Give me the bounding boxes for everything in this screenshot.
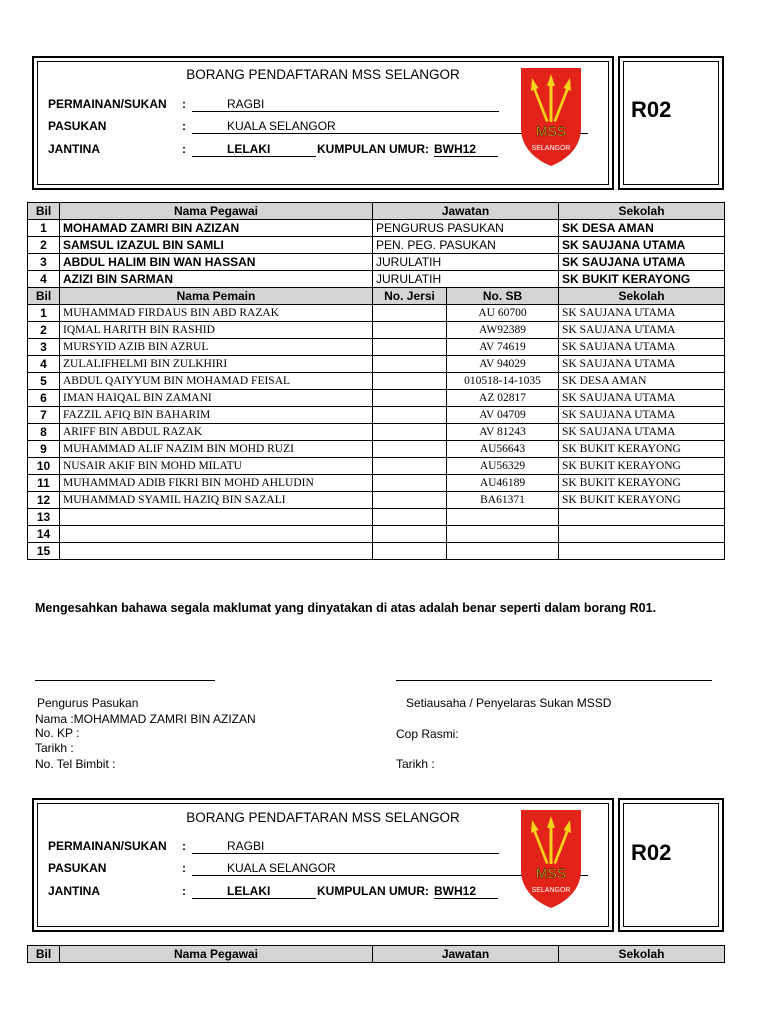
player-sekolah [559, 543, 725, 560]
colon: : [182, 884, 186, 898]
header-jawatan: Jawatan [373, 946, 559, 963]
mss-selangor-logo [518, 808, 584, 910]
player-nama: IMAN HAIQAL BIN ZAMANI [60, 390, 373, 407]
player-no-sb: AV 04709 [447, 407, 559, 424]
mss-selangor-logo [518, 66, 584, 168]
form-code: R02 [631, 97, 672, 122]
player-no-jersi [373, 509, 447, 526]
player-sekolah: SK BUKIT KERAYONG [559, 492, 725, 509]
player-bil: 2 [28, 322, 60, 339]
player-no-sb: AV 74619 [447, 339, 559, 356]
player-nama [60, 543, 373, 560]
player-row [28, 356, 725, 373]
players-body [28, 305, 725, 560]
official-sekolah: SK SAUJANA UTAMA [559, 237, 725, 254]
official-bil: 3 [28, 254, 60, 271]
player-row [28, 322, 725, 339]
logo-mss-text: MSS [535, 123, 567, 139]
player-no-sb: AU56329 [447, 458, 559, 475]
player-bil: 5 [28, 373, 60, 390]
player-no-jersi [373, 322, 447, 339]
player-row [28, 441, 725, 458]
player-nama: ABDUL QAIYYUM BIN MOHAMAD FEISAL [60, 373, 373, 390]
left-signature-kp: No. KP : [35, 726, 80, 740]
colon: : [182, 861, 186, 875]
logo-mss-text: MSS [535, 865, 567, 881]
player-no-jersi [373, 305, 447, 322]
player-nama: MUHAMMAD SYAMIL HAZIQ BIN SAZALI [60, 492, 373, 509]
permainan-value [192, 839, 499, 854]
official-nama: SAMSUL IZAZUL BIN SAMLI [60, 237, 373, 254]
kumpulan-label: KUMPULAN UMUR: [317, 142, 429, 156]
permainan-value-text: RAGBI [227, 839, 265, 853]
player-no-jersi [373, 526, 447, 543]
player-no-sb: BA61371 [447, 492, 559, 509]
player-nama [60, 526, 373, 543]
player-sekolah [559, 526, 725, 543]
form-title: BORANG PENDAFTARAN MSS SELANGOR [186, 810, 460, 825]
official-row [28, 271, 725, 288]
player-sekolah: SK SAUJANA UTAMA [559, 356, 725, 373]
right-signature-title: Setiausaha / Penyelaras Sukan MSSD [406, 696, 612, 710]
player-row [28, 509, 725, 526]
header-nama-pegawai: Nama Pegawai [60, 203, 373, 220]
header-no-jersi: No. Jersi [373, 288, 447, 305]
player-sekolah: SK DESA AMAN [559, 373, 725, 390]
player-no-sb: AU 60700 [447, 305, 559, 322]
player-no-sb [447, 509, 559, 526]
official-bil: 4 [28, 271, 60, 288]
player-row [28, 475, 725, 492]
player-bil: 11 [28, 475, 60, 492]
permainan-value-text: RAGBI [227, 97, 265, 111]
colon: : [182, 839, 186, 853]
player-sekolah: SK SAUJANA UTAMA [559, 424, 725, 441]
left-signature-title: Pengurus Pasukan [37, 696, 139, 710]
player-bil: 15 [28, 543, 60, 560]
form-code-inner-border [623, 61, 719, 185]
player-sekolah: SK BUKIT KERAYONG [559, 458, 725, 475]
player-bil: 14 [28, 526, 60, 543]
form-code-box [618, 56, 724, 190]
logo-arc-text: SELANGOR [531, 145, 571, 152]
player-bil: 6 [28, 390, 60, 407]
player-no-sb: AU46189 [447, 475, 559, 492]
player-no-sb: AW92389 [447, 322, 559, 339]
form-code: R02 [631, 840, 672, 865]
player-no-jersi [373, 543, 447, 560]
jantina-value [192, 142, 316, 157]
player-no-jersi [373, 424, 447, 441]
right-signature-cop: Cop Rasmi: [396, 727, 459, 741]
player-nama: FAZZIL AFIQ BIN BAHARIM [60, 407, 373, 424]
officials-table-continued [27, 945, 725, 963]
colon: : [182, 97, 186, 111]
officials-header-row [28, 203, 725, 220]
player-nama: MUHAMMAD ADIB FIKRI BIN MOHD AHLUDIN [60, 475, 373, 492]
player-bil: 9 [28, 441, 60, 458]
right-signature-tarikh: Tarikh : [396, 757, 435, 771]
official-jawatan: JURULATIH [373, 254, 559, 271]
colon: : [182, 142, 186, 156]
registration-table [27, 202, 725, 560]
player-row [28, 526, 725, 543]
player-no-jersi [373, 492, 447, 509]
official-sekolah: SK BUKIT KERAYONG [559, 271, 725, 288]
officials-header-row [28, 946, 725, 963]
player-sekolah: SK SAUJANA UTAMA [559, 407, 725, 424]
player-row [28, 492, 725, 509]
player-no-jersi [373, 373, 447, 390]
player-no-jersi [373, 356, 447, 373]
player-no-sb: AV 94029 [447, 356, 559, 373]
official-jawatan: PENGURUS PASUKAN [373, 220, 559, 237]
header-sekolah: Sekolah [559, 946, 725, 963]
permainan-value [192, 97, 499, 112]
player-nama: MUHAMMAD ALIF NAZIM BIN MOHD RUZI [60, 441, 373, 458]
player-sekolah: SK BUKIT KERAYONG [559, 475, 725, 492]
kumpulan-value-text: BWH12 [434, 884, 477, 898]
player-no-sb [447, 543, 559, 560]
player-no-jersi [373, 441, 447, 458]
player-bil: 12 [28, 492, 60, 509]
player-no-jersi [373, 339, 447, 356]
kumpulan-value [434, 884, 498, 899]
player-sekolah: SK SAUJANA UTAMA [559, 305, 725, 322]
official-jawatan: PEN. PEG. PASUKAN [373, 237, 559, 254]
left-signature-tel: No. Tel Bimbit : [35, 757, 116, 771]
left-signature-nama: Nama :MOHAMMAD ZAMRI BIN AZIZAN [35, 712, 256, 726]
player-sekolah [559, 509, 725, 526]
players-header-row [28, 288, 725, 305]
official-row [28, 237, 725, 254]
player-nama: NUSAIR AKIF BIN MOHD MILATU [60, 458, 373, 475]
player-nama: IQMAL HARITH BIN RASHID [60, 322, 373, 339]
player-row [28, 407, 725, 424]
official-sekolah: SK SAUJANA UTAMA [559, 254, 725, 271]
player-nama: MURSYID AZIB BIN AZRUL [60, 339, 373, 356]
player-no-jersi [373, 475, 447, 492]
official-nama: ABDUL HALIM BIN WAN HASSAN [60, 254, 373, 271]
official-jawatan: JURULATIH [373, 271, 559, 288]
player-no-sb [447, 526, 559, 543]
kumpulan-value [434, 142, 498, 157]
player-bil: 13 [28, 509, 60, 526]
permainan-label: PERMAINAN/SUKAN [48, 97, 167, 111]
official-sekolah: SK DESA AMAN [559, 220, 725, 237]
jantina-value-text: LELAKI [227, 142, 271, 156]
player-row [28, 424, 725, 441]
pasukan-value-text: KUALA SELANGOR [227, 861, 336, 875]
header-sekolah: Sekolah [559, 203, 725, 220]
jantina-label: JANTINA [48, 142, 101, 156]
official-bil: 2 [28, 237, 60, 254]
header-nama-pemain: Nama Pemain [60, 288, 373, 305]
official-bil: 1 [28, 220, 60, 237]
header-bil: Bil [28, 203, 60, 220]
player-no-jersi [373, 458, 447, 475]
player-no-sb: AZ 02817 [447, 390, 559, 407]
player-sekolah: SK BUKIT KERAYONG [559, 441, 725, 458]
official-row [28, 254, 725, 271]
official-nama: MOHAMAD ZAMRI BIN AZIZAN [60, 220, 373, 237]
official-row [28, 220, 725, 237]
player-row [28, 373, 725, 390]
logo-arc-text: SELANGOR [531, 887, 571, 894]
player-no-sb: AU56643 [447, 441, 559, 458]
player-nama: MUHAMMAD FIRDAUS BIN ABD RAZAK [60, 305, 373, 322]
player-row [28, 339, 725, 356]
official-nama: AZIZI BIN SARMAN [60, 271, 373, 288]
jantina-value-text: LELAKI [227, 884, 271, 898]
kumpulan-value-text: BWH12 [434, 142, 477, 156]
kumpulan-label: KUMPULAN UMUR: [317, 884, 429, 898]
player-bil: 4 [28, 356, 60, 373]
player-sekolah: SK SAUJANA UTAMA [559, 339, 725, 356]
declaration-text: Mengesahkan bahawa segala maklumat yang dinyatakan di atas adalah benar seperti dalam borang R01. [35, 601, 657, 615]
header-jawatan: Jawatan [373, 203, 559, 220]
player-no-sb: AV 81243 [447, 424, 559, 441]
pasukan-value-text: KUALA SELANGOR [227, 119, 336, 133]
player-bil: 10 [28, 458, 60, 475]
player-sekolah: SK SAUJANA UTAMA [559, 390, 725, 407]
colon: : [182, 119, 186, 133]
permainan-label: PERMAINAN/SUKAN [48, 839, 167, 853]
player-row [28, 305, 725, 322]
left-signature-tarikh: Tarikh : [35, 741, 74, 755]
player-bil: 3 [28, 339, 60, 356]
header-no-sb: No. SB [447, 288, 559, 305]
right-signature-line [396, 680, 712, 681]
player-bil: 8 [28, 424, 60, 441]
player-nama: ARIFF BIN ABDUL RAZAK [60, 424, 373, 441]
player-sekolah: SK SAUJANA UTAMA [559, 322, 725, 339]
player-bil: 1 [28, 305, 60, 322]
pasukan-label: PASUKAN [48, 119, 107, 133]
player-row [28, 390, 725, 407]
form-title: BORANG PENDAFTARAN MSS SELANGOR [186, 67, 460, 82]
jantina-label: JANTINA [48, 884, 101, 898]
player-no-sb: 010518-14-1035 [447, 373, 559, 390]
player-nama: ZULALIFHELMI BIN ZULKHIRI [60, 356, 373, 373]
player-row [28, 543, 725, 560]
player-no-jersi [373, 407, 447, 424]
pasukan-label: PASUKAN [48, 861, 107, 875]
header-nama-pegawai: Nama Pegawai [60, 946, 373, 963]
header-sekolah: Sekolah [559, 288, 725, 305]
player-no-jersi [373, 390, 447, 407]
player-bil: 7 [28, 407, 60, 424]
left-signature-line [35, 680, 215, 681]
player-nama [60, 509, 373, 526]
jantina-value [192, 884, 316, 899]
player-row [28, 458, 725, 475]
header-bil: Bil [28, 288, 60, 305]
header-bil: Bil [28, 946, 60, 963]
